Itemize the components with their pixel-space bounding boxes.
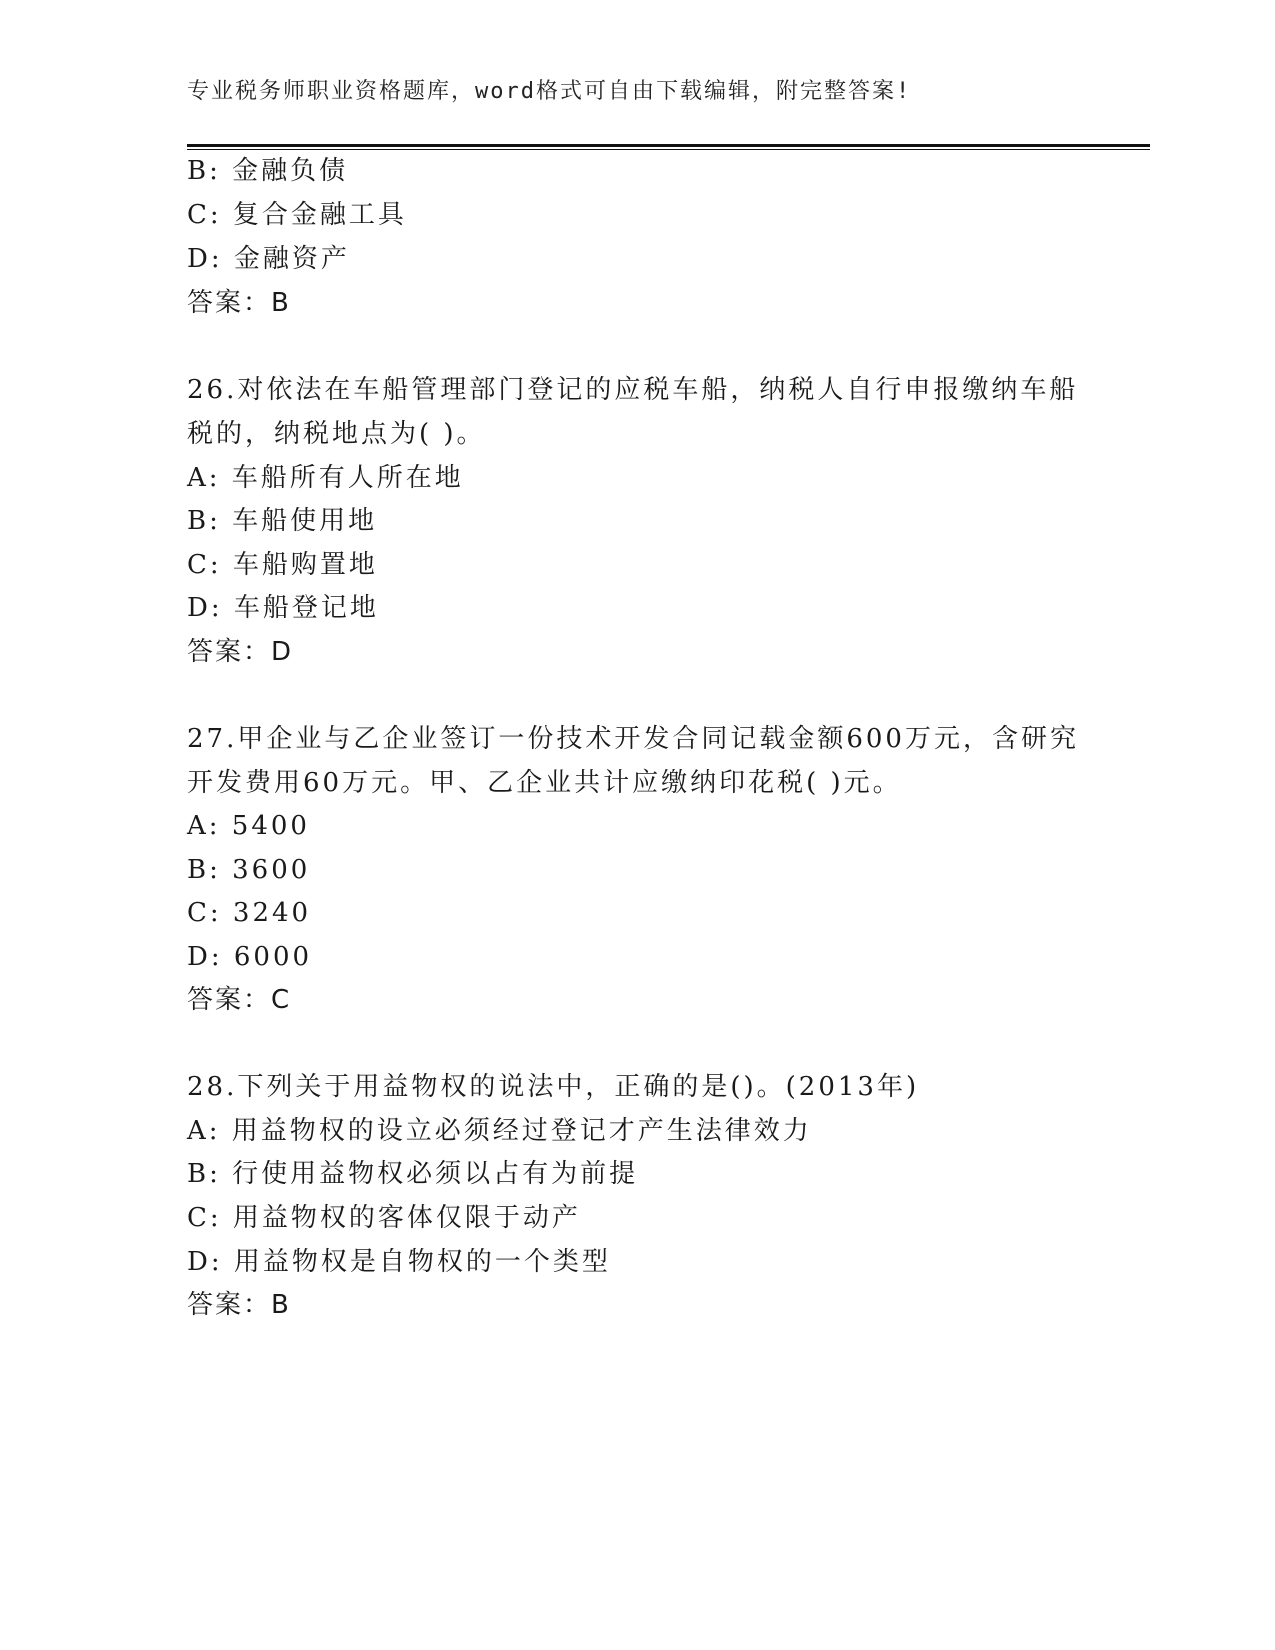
q25-option-b: B: 金融负债 [187,156,349,186]
q26-stem-line2: 税的，纳税地点为( )。 [187,419,486,449]
q28-option-b: B: 行使用益物权必须以占有为前提 [187,1159,639,1189]
q26-option-d: D: 车船登记地 [187,593,379,623]
q27-stem-line1: 27.甲企业与乙企业签订一份技术开发合同记载金额600万元，含研究 [187,724,1079,754]
q27-option-a: A: 5400 [187,811,310,841]
q26-option-b: B: 车船使用地 [187,506,378,536]
q28-option-c: C: 用益物权的客体仅限于动产 [187,1203,581,1233]
q28-stem-line1: 28.下列关于用益物权的说法中，正确的是()。(2013年) [187,1072,920,1102]
q26-option-c: C: 车船购置地 [187,550,378,580]
header-rule-thin [187,149,1150,150]
q28-option-a: A: 用益物权的设立必须经过登记才产生法律效力 [187,1116,812,1146]
q27-option-b: B: 3600 [187,855,311,885]
q28-answer: 答案：B [187,1290,291,1320]
q26-stem-line1: 26.对依法在车船管理部门登记的应税车船，纳税人自行申报缴纳车船 [187,375,1079,405]
q25-option-c: C: 复合金融工具 [187,200,407,230]
q27-stem-line2: 开发费用60万元。甲、乙企业共计应缴纳印花税( )元。 [187,768,902,798]
q27-answer: 答案：C [187,985,292,1015]
page-header: 专业税务师职业资格题库，word格式可自由下载编辑，附完整答案! [187,79,912,104]
q26-option-a: A: 车船所有人所在地 [187,463,464,493]
q27-option-c: C: 3240 [187,898,312,928]
q28-option-d: D: 用益物权是自物权的一个类型 [187,1247,611,1277]
q27-option-d: D: 6000 [187,942,313,972]
q26-answer: 答案：D [187,637,294,667]
q25-answer: 答案：B [187,288,291,318]
header-rule-thick [187,144,1150,147]
q25-option-d: D: 金融资产 [187,244,350,274]
